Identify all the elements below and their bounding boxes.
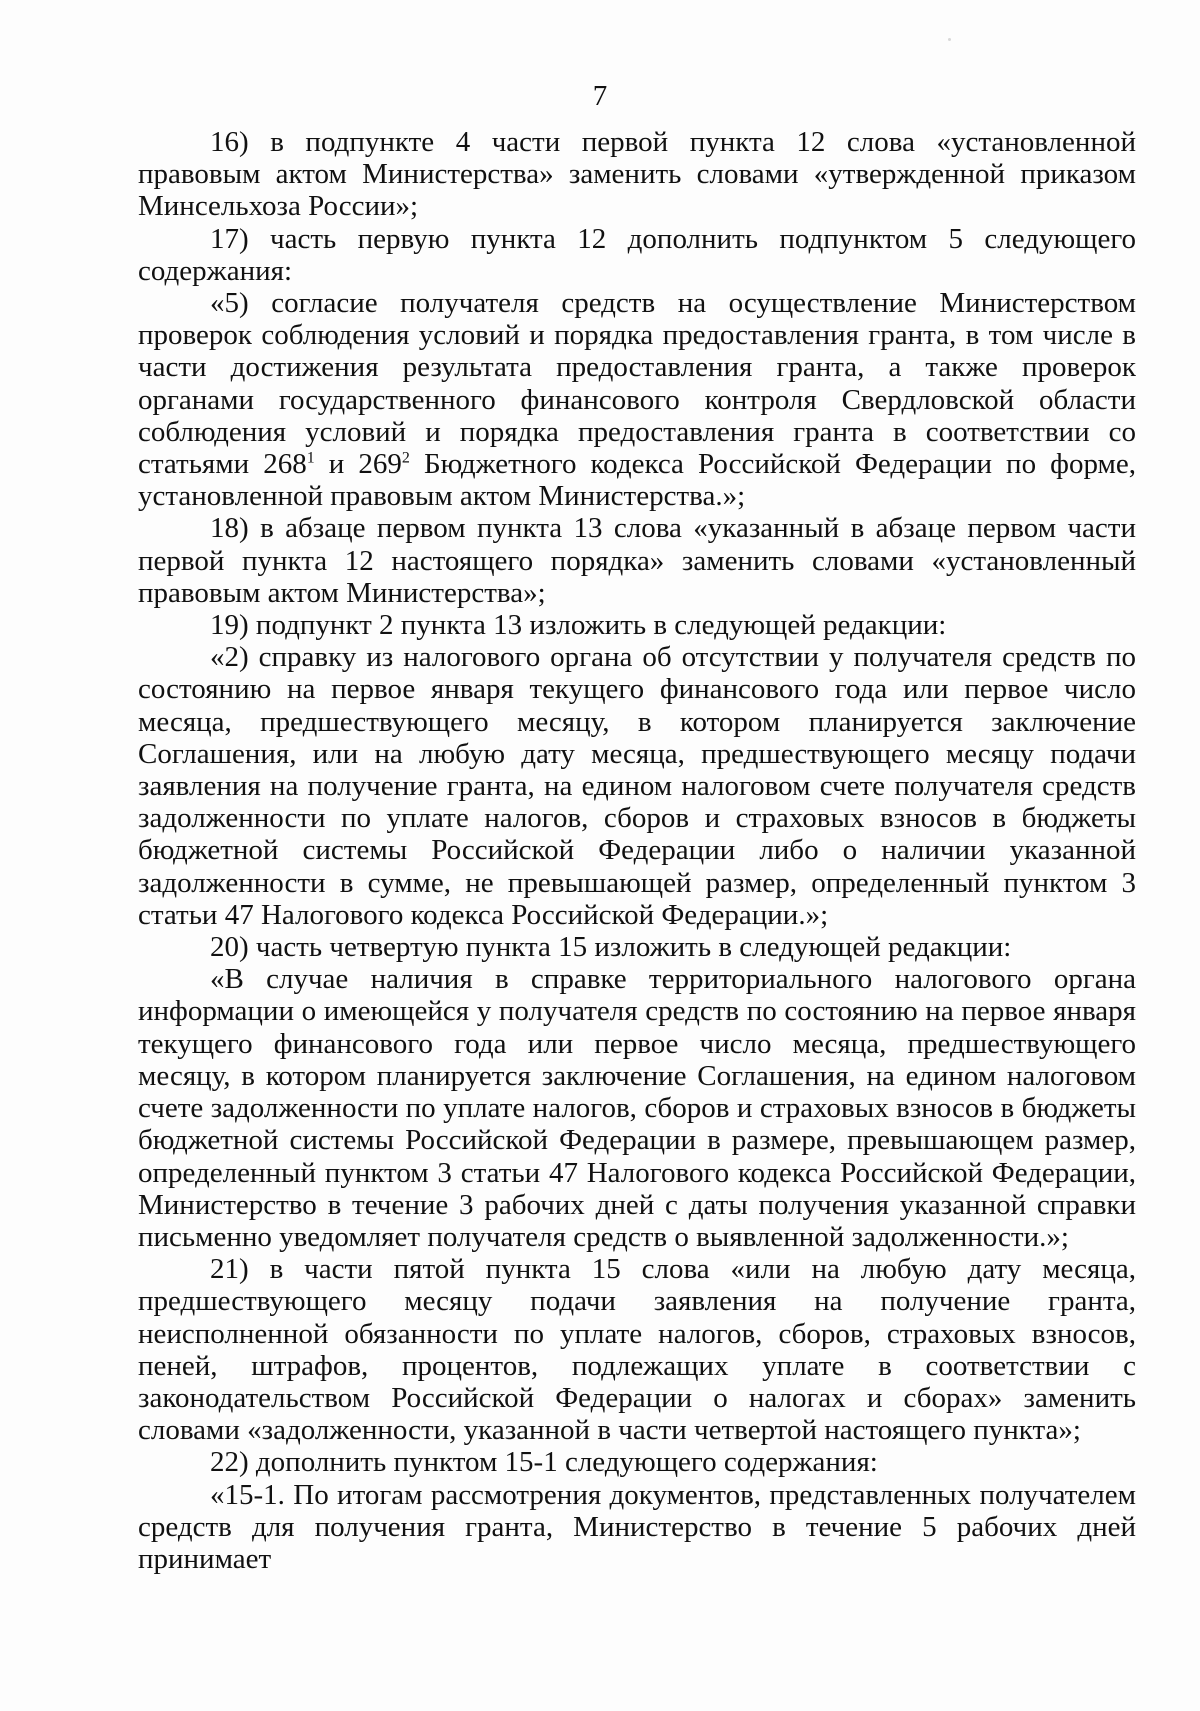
list-item [138, 126, 1136, 223]
list-item [138, 641, 1136, 931]
list-item [138, 287, 1136, 512]
page-number: 7 [592, 80, 608, 112]
list-item [138, 1479, 1136, 1576]
list-marker: 21) [210, 1253, 249, 1286]
list-item [138, 1446, 1136, 1478]
list-marker: «15-1. [210, 1478, 285, 1511]
paragraph-text: дополнить пунктом 15-1 следующего содержания: [248, 1446, 878, 1479]
list-item [138, 512, 1136, 609]
paragraph-text: часть четвертую пункта 15 изложить в следующей редакции: [248, 931, 1012, 964]
paragraph-text: подпункт 2 пункта 13 изложить в следующей редакции: [248, 609, 947, 642]
superscript: 2 [401, 449, 410, 467]
list-marker: 22) [210, 1446, 249, 1479]
list-item [138, 963, 1136, 1253]
list-item [138, 1253, 1136, 1446]
list-item [138, 609, 1136, 641]
paragraph-text: часть первую пункта 12 дополнить подпунктом 5 следующего содержания: [138, 222, 1136, 287]
list-item [138, 223, 1136, 287]
paragraph-text: случае наличия в справке территориального налогового органа информации о имеющейся у получателя средств по состоянию на первое января текущего финансового года или первое число месяца, предшествующего месяцу, в котором планируется заключение Соглашения, на едином налоговом счете задолженности по уплате налогов, сборов и страховых взносов в бюджеты бюджетной системы Российской Федерации в размере, превышающем размер, определенный пунктом 3 статьи 47 Налогового кодекса Российской Федерации, Министерство в течение 3 рабочих дней с даты получения указанной справки письменно уведомляет получателя средств о выявленной задолженности.»; [138, 963, 1136, 1253]
paragraph-text: По итогам рассмотрения документов, представленных получателем средств для получения гранта, Министерство в течение 5 рабочих дней принимает [138, 1478, 1136, 1575]
paragraph-text: Бюджетного кодекса Российской Федерации по форме, установленной правовым актом Министерства.»; [138, 448, 1136, 513]
list-item [138, 931, 1136, 963]
paragraph-text: и 269 [314, 448, 402, 481]
list-marker: «5) [210, 287, 249, 320]
list-marker: 19) [210, 609, 249, 642]
list-marker: 16) [210, 126, 249, 158]
paragraph-text: в абзаце первом пункта 13 слова «указанный в абзаце первом части первой пункта 12 настоящего порядка» заменить словами «установленный правовым актом Министерства»; [138, 512, 1136, 609]
paragraph-text: в подпункте 4 части первой пункта 12 слова «установленной правовым актом Министерства» заменить словами «утвержденной приказом Минсельхоза России»; [138, 126, 1136, 223]
list-marker: «В [210, 963, 244, 996]
list-marker: 17) [210, 222, 249, 255]
document-body [138, 126, 1136, 1575]
list-marker: 20) [210, 931, 249, 964]
list-marker: 18) [210, 512, 249, 545]
paragraph-text: справку из налогового органа об отсутствии у получателя средств по состоянию на первое января текущего финансового года или первое число месяца, предшествующего месяцу, в котором планируется заключение Соглашения, или на любую дату месяца, предшествующего месяцу подачи заявления на получение гранта, на едином налоговом счете получателя средств задолженности по уплате налогов, сборов и страховых взносов в бюджеты бюджетной системы Российской Федерации либо о наличии указанной задолженности в сумме, не превышающей размер, определенный пунктом 3 статьи 47 Налогового кодекса Российской Федерации.»; [138, 641, 1136, 931]
paragraph-text: согласие получателя средств на осуществление Министерством проверок соблюдения условий и порядка предоставления гранта, в том числе в части достижения результата предоставления гранта, а также проверок органами государственного финансового контроля Свердловской области соблюдения условий и порядка предоставления гранта в соответствии со статьями 268 [138, 287, 1136, 481]
list-marker: «2) [210, 641, 249, 674]
paragraph-text: в части пятой пункта 15 слова «или на любую дату месяца, предшествующего месяцу подачи заявления на получение гранта, неисполненной обязанности по уплате налогов, сборов, страховых взносов, пеней, штрафов, процентов, подлежащих уплате в соответствии с законодательством Российской Федерации о налогах и сборах» заменить словами «задолженности, указанной в части четвертой настоящего пункта»; [138, 1253, 1136, 1447]
superscript: 1 [306, 449, 315, 467]
scan-speck [948, 38, 951, 41]
